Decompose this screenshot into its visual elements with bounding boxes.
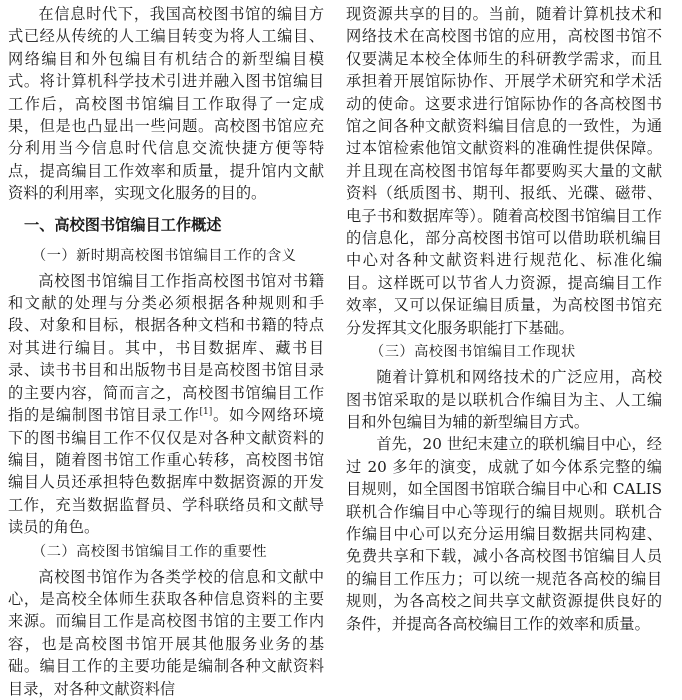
definition-text-part1: 高校图书馆编目工作指高校图书馆对书籍和文献的处理与分类必须根据各种规则和手段、对象和目标，根据各种文档和书籍的特点对其进行编目。其中，书目数据库、藏书目录、读书书目和出版物书目是高校图书馆目录的主要内容，简而言之，高校图书馆编目工作指的是编制图书馆目录工作 — [8, 271, 324, 425]
definition-text-part2: 。如今网络环境下的图书编目工作不仅仅是对各种文献资料的编目，随着图书馆工作重心转移，高校图书馆编目人员还承担特色数据库中数据资源的开发工作，充当数据监督员、学科联络员和文献导读员的角色。 — [8, 406, 325, 537]
intro-paragraph: 在信息时代下，我国高校图书馆的编目方式已经从传统的人工编目转变为将人工编目、网络编目和外包编目有机结合的新型编目模式。将计算机科学技术引进并融入图书馆编目工作后，高校图书馆编目工作取得了一定成果，但是也凸显出一些问题。高校图书馆应充分利用当今信息时代信息交流快捷方便等特点，提高编目工作效率和质量，提升馆内文献资料的利用率，实现文化服务的目的。 — [8, 5, 324, 203]
subheading-importance: （二）高校图书馆编目工作的重要性 — [32, 543, 268, 560]
importance-continued-paragraph: 现资源共享的目的。当前，随着计算机技术和网络技术在高校图书馆的应用，高校图书馆不仅要满足本校全体师生的科研教学需求，而且承担着开展馆际协作、开展学术研究和学术活动的使命。这要求进行馆际协作的各高校图书馆之间各种文献资料编目信息的一致性，为通过本馆检索他馆文献资料的准确性提供保障。并且现在高校图书馆每年都要购买大量的文献资料（纸质图书、期刊、报纸、光碟、磁带、电子书和数据库等）。随着高校图书馆编目工作的信息化，部分高校图书馆可以借助联机编目中心对各种文献资料进行规范化、标准化编目。这样既可以节省人力资源，提高编目工作效率，又可以保证编目质量，为高校图书馆充分发挥其文化服务职能打下基础。 — [346, 5, 662, 337]
status-paragraph: 随着计算机和网络技术的广泛应用，高校图书馆采取的是以联机合作编目为主、人工编目和外包编目为辅的新型编目方式。 — [346, 368, 662, 431]
subheading-status: （三）高校图书馆编目工作现状 — [370, 344, 576, 361]
importance-paragraph: 高校图书馆作为各类学校的信息和文献中心，是高校全体师生获取各种信息资料的主要来源。而编目工作是高校图书馆的主要工作内容，也是高校图书馆开展其他服务业务的基础。编目工作的主要功能是编制各种文献资料目录，对各种文献资料信 — [8, 567, 324, 698]
section-heading-overview: 一、高校图书馆编目工作概述 — [24, 215, 222, 234]
right-column — [346, 3, 662, 635]
definition-paragraph — [8, 270, 324, 539]
subheading-definition: （一）新时期高校图书馆编目工作的含义 — [32, 247, 297, 264]
left-column — [8, 3, 324, 700]
citation-marker: [1] — [199, 407, 213, 418]
online-cataloging-paragraph: 首先，20 世纪末建立的联机编目中心，经过 20 多年的演变，成就了如今体系完整的编目规则，如全国图书馆联合编目中心和 CALIS 联机合作编目中心等现行的编目规则。联机合作编目中心可以充分运用编目数据共同构建、免费共享和下载，减小各高校图书馆编目人员的编目工作压力；可以统一规范各高校的编目规则，为各高校之间共享文献资源提供良好的条件，并提高各高校编目工作的效率和质量。 — [346, 435, 662, 633]
